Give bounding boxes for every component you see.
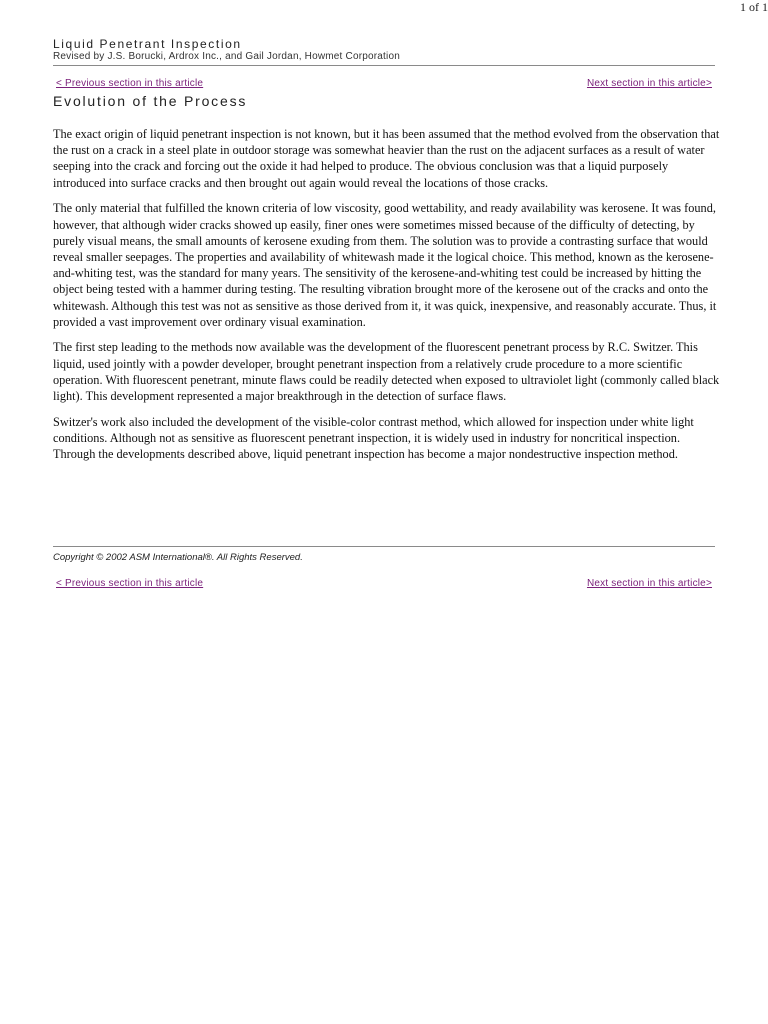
previous-section-link[interactable]: < Previous section in this article [56,578,204,589]
footer-divider [53,546,715,547]
body-paragraph: The only material that fulfilled the known criteria of low viscosity, good wettability, and ready availability was kerosene. It was found, however, that although wider cracks showed up easily, finer ones were sometimes missed because of the difficulty of detecting, by purely visual means, the small amounts of kerosene exuding from them. The solution was to provide a contrasting surface that would reveal smaller seepages. The properties and availability of whitewash made it the logical choice. This method, known as the kerosene-and-whiting test, was the standard for many years. The sensitivity of the kerosene-and-whiting test could be increased by hitting the object being tested with a hammer during testing. The resulting vibration brought more of the kerosene out of the cracks and onto the whitewash. Although this test was not as sensitive as those derived from it, it was quick, inexpensive, and reasonably accurate. Thus, it provided a vast improvement over ordinary visual examination. [53,201,717,329]
body-paragraph: Switzer's work also included the development of the visible-color contrast method, which allowed for inspection under white light conditions. Although not as sensitive as fluorescent penetrant inspection, it is widely used in industry for noncritical inspection. Through the developments described above, liquid penetrant inspection has become a major nondestructive inspection method. [53,414,694,462]
article-body [53,126,721,472]
article-header [53,37,715,62]
article-title: Liquid Penetrant Inspection [53,37,242,51]
section-title: Evolution of the Process [53,93,248,109]
page-indicator: 1 of 1 [740,0,768,14]
next-section-link[interactable]: Next section in this article> [586,578,712,589]
article-byline: Revised by J.S. Borucki, Ardrox Inc., and Gail Jordan, Howmet Corporation [53,51,400,62]
body-paragraph: The exact origin of liquid penetrant inspection is not known, but it has been assumed that the method evolved from the observation that the rust on a crack in a steel plate in outdoor storage was somewhat heavier than the rust on the adjacent surfaces as a result of water seeping into the crack and forcing out the oxide it had helped to produce. The obvious conclusion was that a liquid purposely introduced into surface cracks and then brought out again would reveal the locations of those cracks. [53,127,720,190]
previous-section-link[interactable]: < Previous section in this article [56,78,204,89]
header-divider [53,65,715,66]
copyright-notice: Copyright © 2002 ASM International®. All Rights Reserved. [53,552,303,563]
next-section-link[interactable]: Next section in this article> [586,78,712,89]
body-paragraph: The first step leading to the methods now available was the development of the fluorescent penetrant process by R.C. Switzer. This liquid, used jointly with a powder developer, brought penetrant inspection from a relatively crude procedure to a more scientific operation. With fluorescent penetrant, minute flaws could be readily detected when exposed to ultraviolet light (commonly called black light). This development represented a major breakthrough in the detection of surface flaws. [53,340,720,404]
